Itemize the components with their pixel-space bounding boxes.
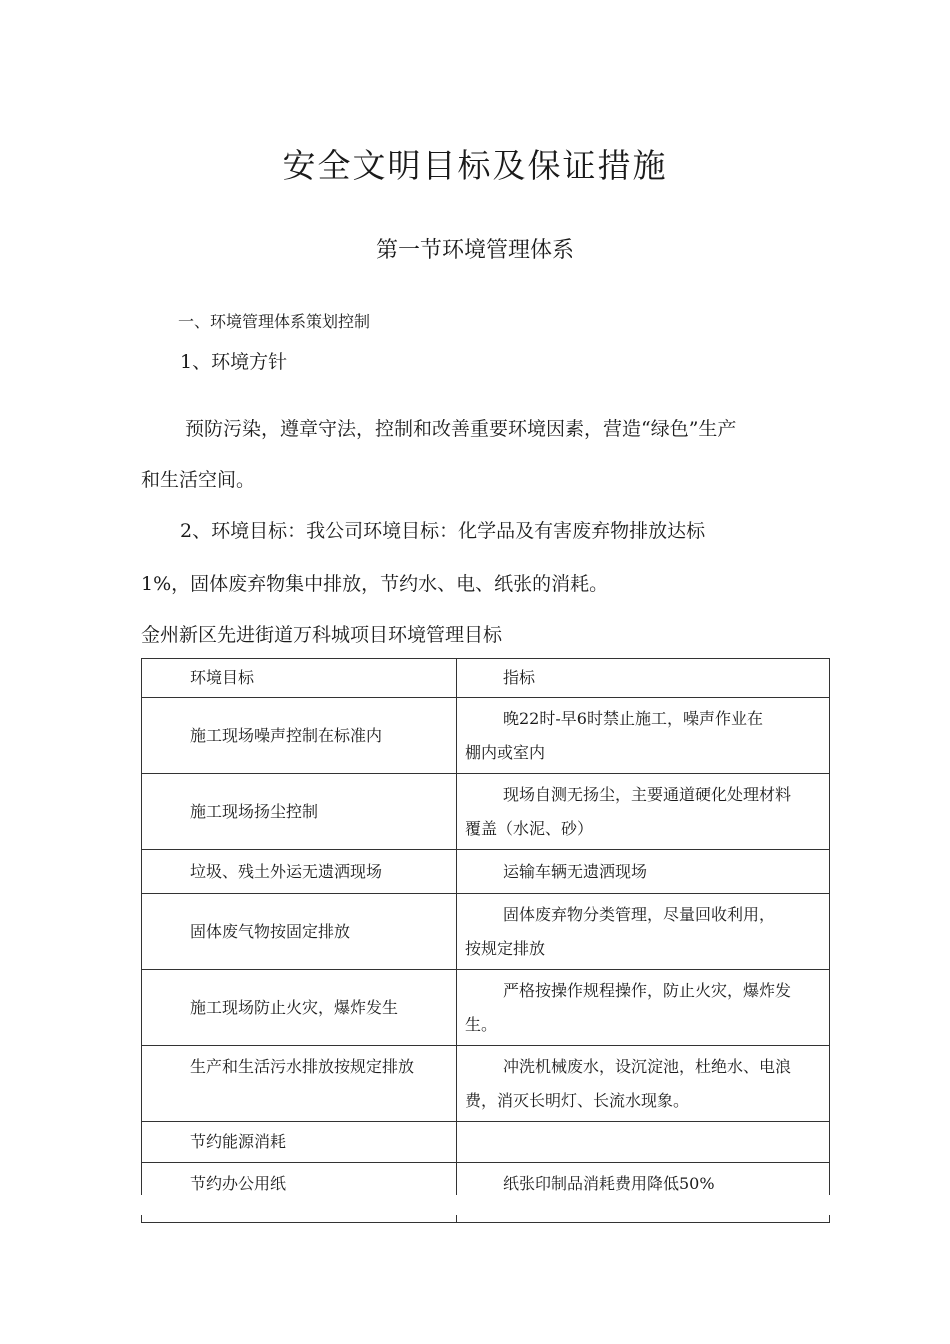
policy-text-line-2: 和生活空间。 [141,469,256,491]
index-cell: 运输车辆无遗洒现场 [457,850,830,894]
page-cut-mask [141,1195,831,1215]
subsection-heading: 一、环境管理体系策划控制 [178,312,371,331]
goal-cell: 生产和生活污水排放按规定排放 [142,1046,457,1122]
goal-cell: 施工现场扬尘控制 [142,774,457,850]
header-index: 指标 [457,659,830,698]
goal-text-line-2: 1%，固体废弃物集中排放，节约水、电、纸张的消耗。 [141,573,609,595]
table-row [142,850,830,894]
goal-cell: 节约能源消耗 [142,1122,457,1163]
index-cell: 晚22时-早6时禁止施工，噪声作业在 棚内或室内 [457,698,830,774]
index-cell: 严格按操作规程操作，防止火灾，爆炸发 生。 [457,970,830,1046]
goal-cell: 施工现场防止火灾，爆炸发生 [142,970,457,1046]
table-row [142,1046,830,1122]
table-row [142,894,830,970]
index-cell [457,1122,830,1163]
environment-goals-table [141,658,830,1223]
index-cell: 纸张印制品消耗费用降低50% [457,1163,830,1223]
goal-text-line-1: 2、环境目标：我公司环境目标：化学品及有害废弃物排放达标 [180,520,706,542]
header-goal: 环境目标 [142,659,457,698]
goal-cell: 施工现场噪声控制在标准内 [142,698,457,774]
policy-text-line-1: 预防污染，遵章守法，控制和改善重要环境因素，营造“绿色”生产 [185,418,737,440]
goal-cell: 垃圾、残土外运无遗洒现场 [142,850,457,894]
table-caption: 金州新区先进街道万科城项目环境管理目标 [141,624,503,646]
index-cell: 现场自测无扬尘，主要通道硬化处理材料 覆盖（水泥、砂） [457,774,830,850]
table-row [142,970,830,1046]
document-title: 安全文明目标及保证措施 [282,146,668,185]
table-row [142,1122,830,1163]
table-row [142,698,830,774]
section-heading: 第一节环境管理体系 [375,238,574,263]
goal-cell: 固体废气物按固定排放 [142,894,457,970]
index-cell: 固体废弃物分类管理，尽量回收利用， 按规定排放 [457,894,830,970]
table-header-row [142,659,830,698]
index-cell: 冲洗机械废水，设沉淀池，杜绝水、电浪 费，消灭长明灯、长流水现象。 [457,1046,830,1122]
goal-cell: 节约办公用纸 [142,1163,457,1223]
item-heading-policy: 1、环境方针 [180,351,288,373]
table-row [142,774,830,850]
